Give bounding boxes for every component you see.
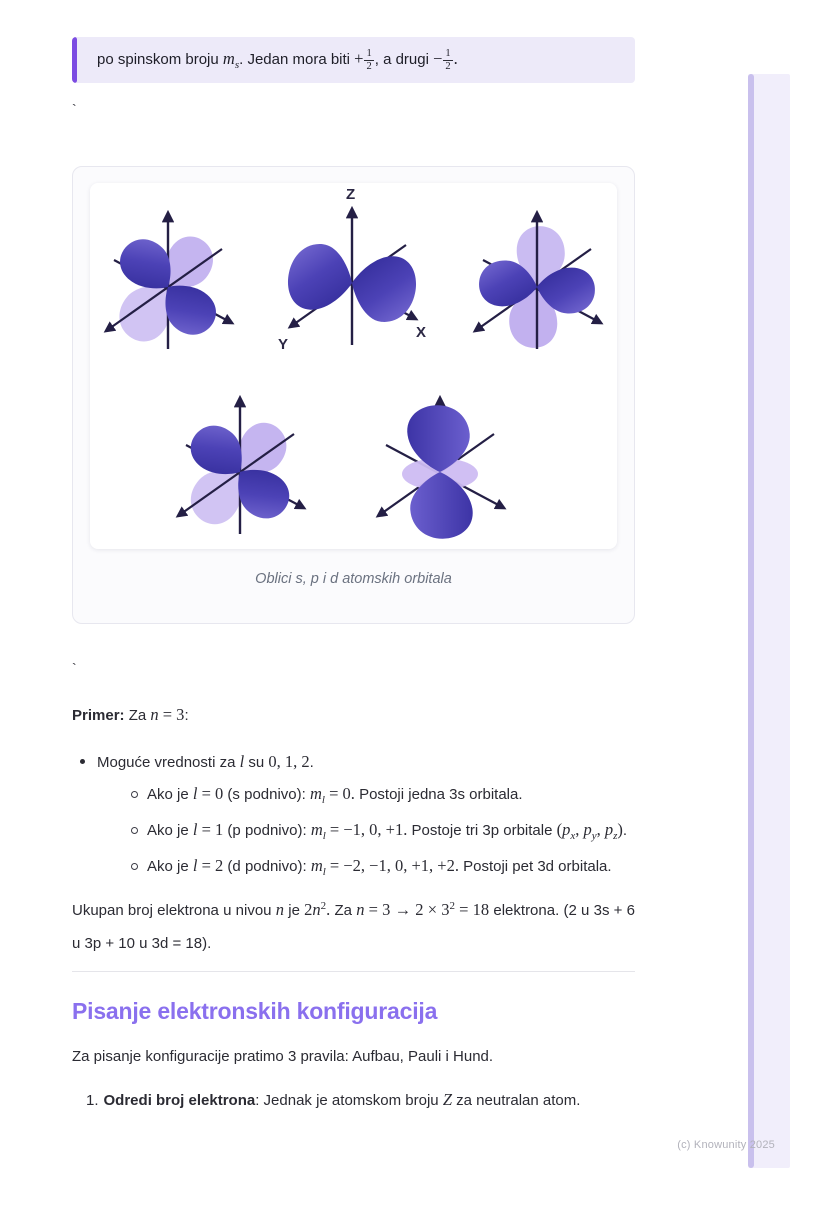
list-item: [72, 1089, 635, 1112]
total-electrons-paragraph: Ukupan broj elektrona u nivou n je $2n^2$. Za $n = 3 \to 2 \times 3^2 = 18$ elektrona. (2 u 3s + 6 u 3p + 10 u 3d = 18).: [72, 900, 636, 953]
list-item: [72, 751, 635, 880]
rules-paragraph: Za pisanje konfiguracije pratimo 3 pravila: Aufbau, Pauli i Hund.: [72, 1048, 494, 1066]
section-divider: [72, 971, 635, 972]
numbered-item-text: Odredi broj elektrona: Jednak je atomskom broju Z za neutralan atom.: [103, 1090, 581, 1110]
orbitals-svg-image: [90, 183, 617, 549]
backtick-mark-2: `: [72, 660, 77, 677]
figure-caption: Oblici s, p i d atomskih orbitala: [255, 571, 452, 588]
numbered-list: [72, 1089, 635, 1112]
section-heading: Pisanje elektronskih konfiguracija: [72, 998, 438, 1025]
list-item: Ako je l = 1 (p podnivo): $m_l = -1$, 0, +1. Postoje tri 3p orbitale ($p_x$, $p_y$, $p_z$).: [97, 818, 635, 844]
orbitals-figure: [90, 183, 617, 549]
axis-label-y: Y: [278, 336, 289, 354]
document-content: [72, 37, 635, 1112]
callout-note: [72, 37, 635, 83]
list-item: Ako je l = 2 (d podnivo): $m_l = -2$, −1, 0, +1, +2. Postoji pet 3d orbitala.: [97, 854, 635, 880]
backtick-mark: `: [72, 101, 77, 118]
scrollbar-thumb[interactable]: [748, 74, 754, 1168]
scrollbar-track[interactable]: [748, 74, 790, 1168]
d-orbital-3: [178, 398, 304, 534]
primer-line: Primer: Za n = 3:: [72, 705, 189, 725]
callout-text: po spinskom broju $m_s$. Jedan mora biti + $\frac{1}{2}$ , a drugi − $\frac{1}{2}$ .: [97, 47, 458, 72]
figure-card: [72, 166, 635, 624]
list-number: 1.: [86, 1092, 99, 1110]
d-orbital-2: [475, 213, 601, 351]
d-orbital-1: [106, 213, 232, 351]
bullet-list: [72, 751, 635, 880]
watermark: (c) Knowunity 2025: [677, 1139, 775, 1151]
list-item: Ako je l = 0 (s podnivo): $m_l = 0$. Postoji jedna 3s orbitala.: [97, 782, 635, 808]
dz2-orbital: [378, 398, 504, 539]
bullet1-text: Moguće vrednosti za l su 0, 1, 2.: [97, 752, 314, 772]
p-orbital: [278, 186, 426, 353]
sub-bullet-list: [97, 782, 635, 880]
axis-label-z: Z: [346, 186, 356, 204]
axis-label-x: X: [416, 324, 427, 342]
